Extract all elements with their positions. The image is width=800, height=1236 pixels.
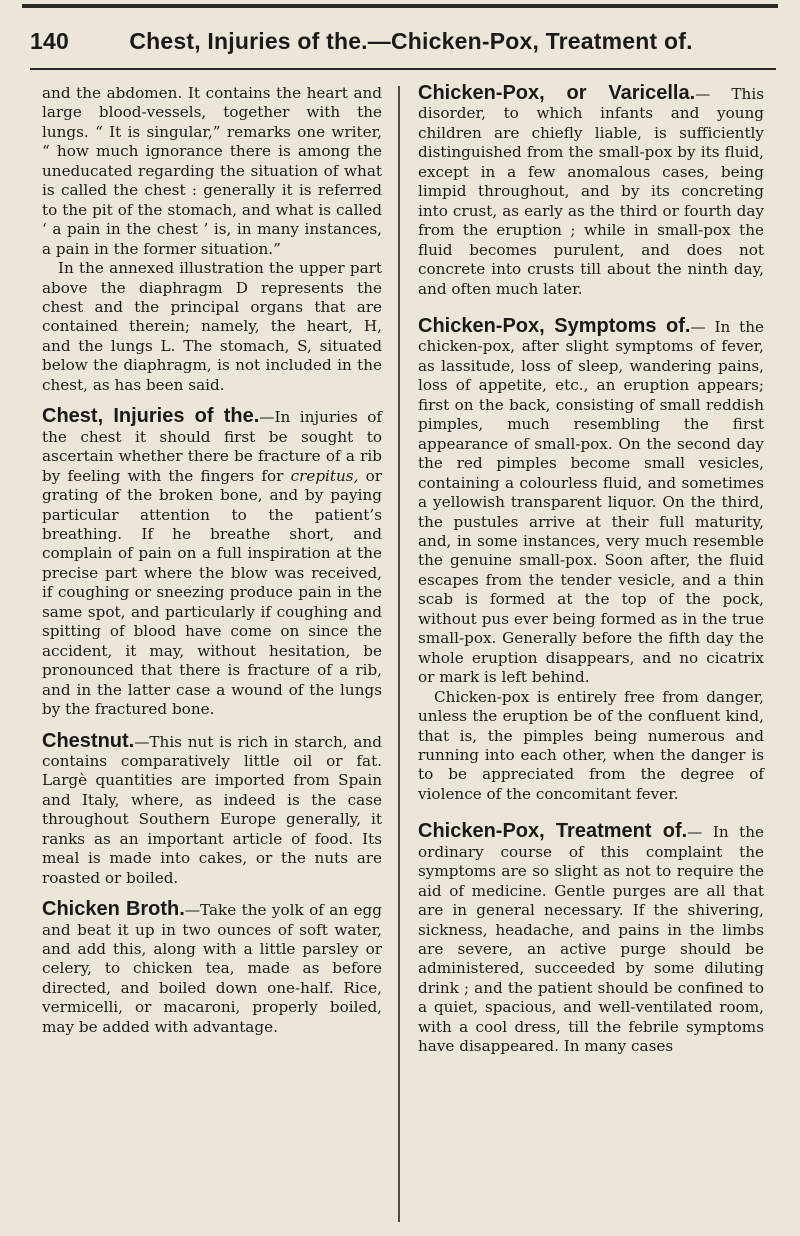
entry-body: —In injuries of the chest it should first be sought to ascertain whether there be fracture of a rib by feeling with the fingers for	[42, 408, 383, 485]
entry-body: —Take the yolk of an egg and beat it up in two ounces of soft water, and add this, along with a little parsley or celery, to chicken tea, made as before directed, and boiled down one-half. Rice, vermicelli, or macaroni, properly boiled, may be added with advantage.	[42, 901, 382, 1036]
entry-body-end: or grating of the broken bone, and by paying particular attention to the patient’s breathing. If he breathe short, and complain of pain on a full inspiration at the precise part where the blow was received, if coughing or sneezing produce pain in the same spot, and particularly if coughing and spitting of blood have come on since the accident, it may, without hesitation, be pronounced that there is fracture of a rib, and in the latter case a wound of the lungs by the fractured bone.	[42, 466, 382, 719]
column-divider	[398, 86, 400, 1222]
entry-heading: Chicken-Pox, or Varicella.	[418, 82, 696, 104]
paragraph-illustration: In the annexed illustration the upper part above the diaphragm D represents the chest and the principal organs that are contained therein; namely, the heart, H, and the lungs L. The stomach, S, situated below the diaphragm, is not included in the chest, as has been said.	[42, 259, 382, 394]
left-column	[42, 84, 382, 1037]
running-header	[30, 28, 770, 55]
entry-heading: Chestnut.	[42, 729, 135, 752]
entry-body: —This nut is rich in starch, and contains comparatively little oil or fat. Largè quantities are imported from Spain and Italy, where, as indeed is the case throughout Southern Europe generally, it ranks as an important article of food. Its meal is made into cakes, or the nuts are roasted or boiled.	[42, 732, 382, 887]
entry-symptoms	[418, 314, 764, 688]
entry-heading: Chicken-Pox, Treatment of.	[418, 820, 688, 843]
entry-heading: Chest, Injuries of the.	[42, 405, 260, 428]
entry-heading: Chicken Broth.	[42, 898, 185, 921]
entry-chestnut	[42, 729, 382, 889]
entry-treatment	[418, 822, 764, 1056]
top-edge-rule	[22, 4, 778, 8]
entry-chicken-broth	[42, 900, 382, 1037]
page-number: 140	[30, 28, 69, 54]
running-title: Chest, Injuries of the.—Chicken-Pox, Treatment of.	[129, 28, 693, 54]
paragraph-chest-intro: and the abdomen. It contains the heart and large blood-vessels, together with the lungs. “ It is singular,” remarks one writer, “ how much ignorance there is among the uneducated regarding the situation of what is called the chest : generally it is referred to the pit of the stomach, and what is called ‘ a pain in the chest ’ is, in many instances, a pain in the former situation.”	[42, 84, 382, 258]
paragraph-danger: Chicken-pox is entirely free from danger, unless the eruption be of the confluent kind, that is, the pimples being numerous and running into each other, when the danger is to be appreciated from the degree of violence of the concomitant fever.	[418, 687, 764, 803]
header-rule	[30, 68, 776, 70]
entry-body: — This disorder, to which infants and young children are chiefly liable, is sufficiently distinguished from the small-pox by its fluid, except in a few anomalous cases, being limpid throughout, and by its concreting into crust, as early as the third or fourth day from the eruption ; while in small-pox the fluid becomes purulent, and does not concrete into crusts till about the ninth day, and often much later.	[418, 85, 764, 298]
entry-varicella	[418, 84, 764, 299]
entry-body: — In the chicken-pox, after slight symptoms of fever, as lassitude, loss of sleep, wandering pains, loss of appetite, etc., an eruption appears; first on the back, consisting of small reddish pimples, much resembling the first appearance of small-pox. On the second day the red pimples become small vesicles, containing a colourless fluid, and sometimes a yellowish transparent liquor. On the third, the pustules arrive at their full maturity, and, in some instances, very much resemble the genuine small-pox. Soon after, the fluid escapes from the tender vesicle, and a thin scab is formed at the top of the pock, without pus ever being formed as in the true small-pox. Generally before the fifth day the whole eruption disappears, and no cicatrix or mark is left behind.	[418, 317, 764, 687]
entry-chest-injuries	[42, 407, 382, 719]
entry-body-italic: crepitus,	[290, 466, 359, 485]
entry-heading: Chicken-Pox, Symptoms of.	[418, 314, 691, 337]
right-column	[418, 84, 764, 1057]
entry-body: — In the ordinary course of this complaint the symptoms are so slight as not to require the aid of medicine. Gentle purges are all that are in general necessary. If the shivering, sickness, headache, and pains in the limbs are severe, an active purge should be administered, succeeded by some diluting drink ; and the patient should be confined to a quiet, spacious, and well-ventilated room, with a cool dress, till the febrile symptoms have disappeared. In many cases	[418, 823, 764, 1056]
